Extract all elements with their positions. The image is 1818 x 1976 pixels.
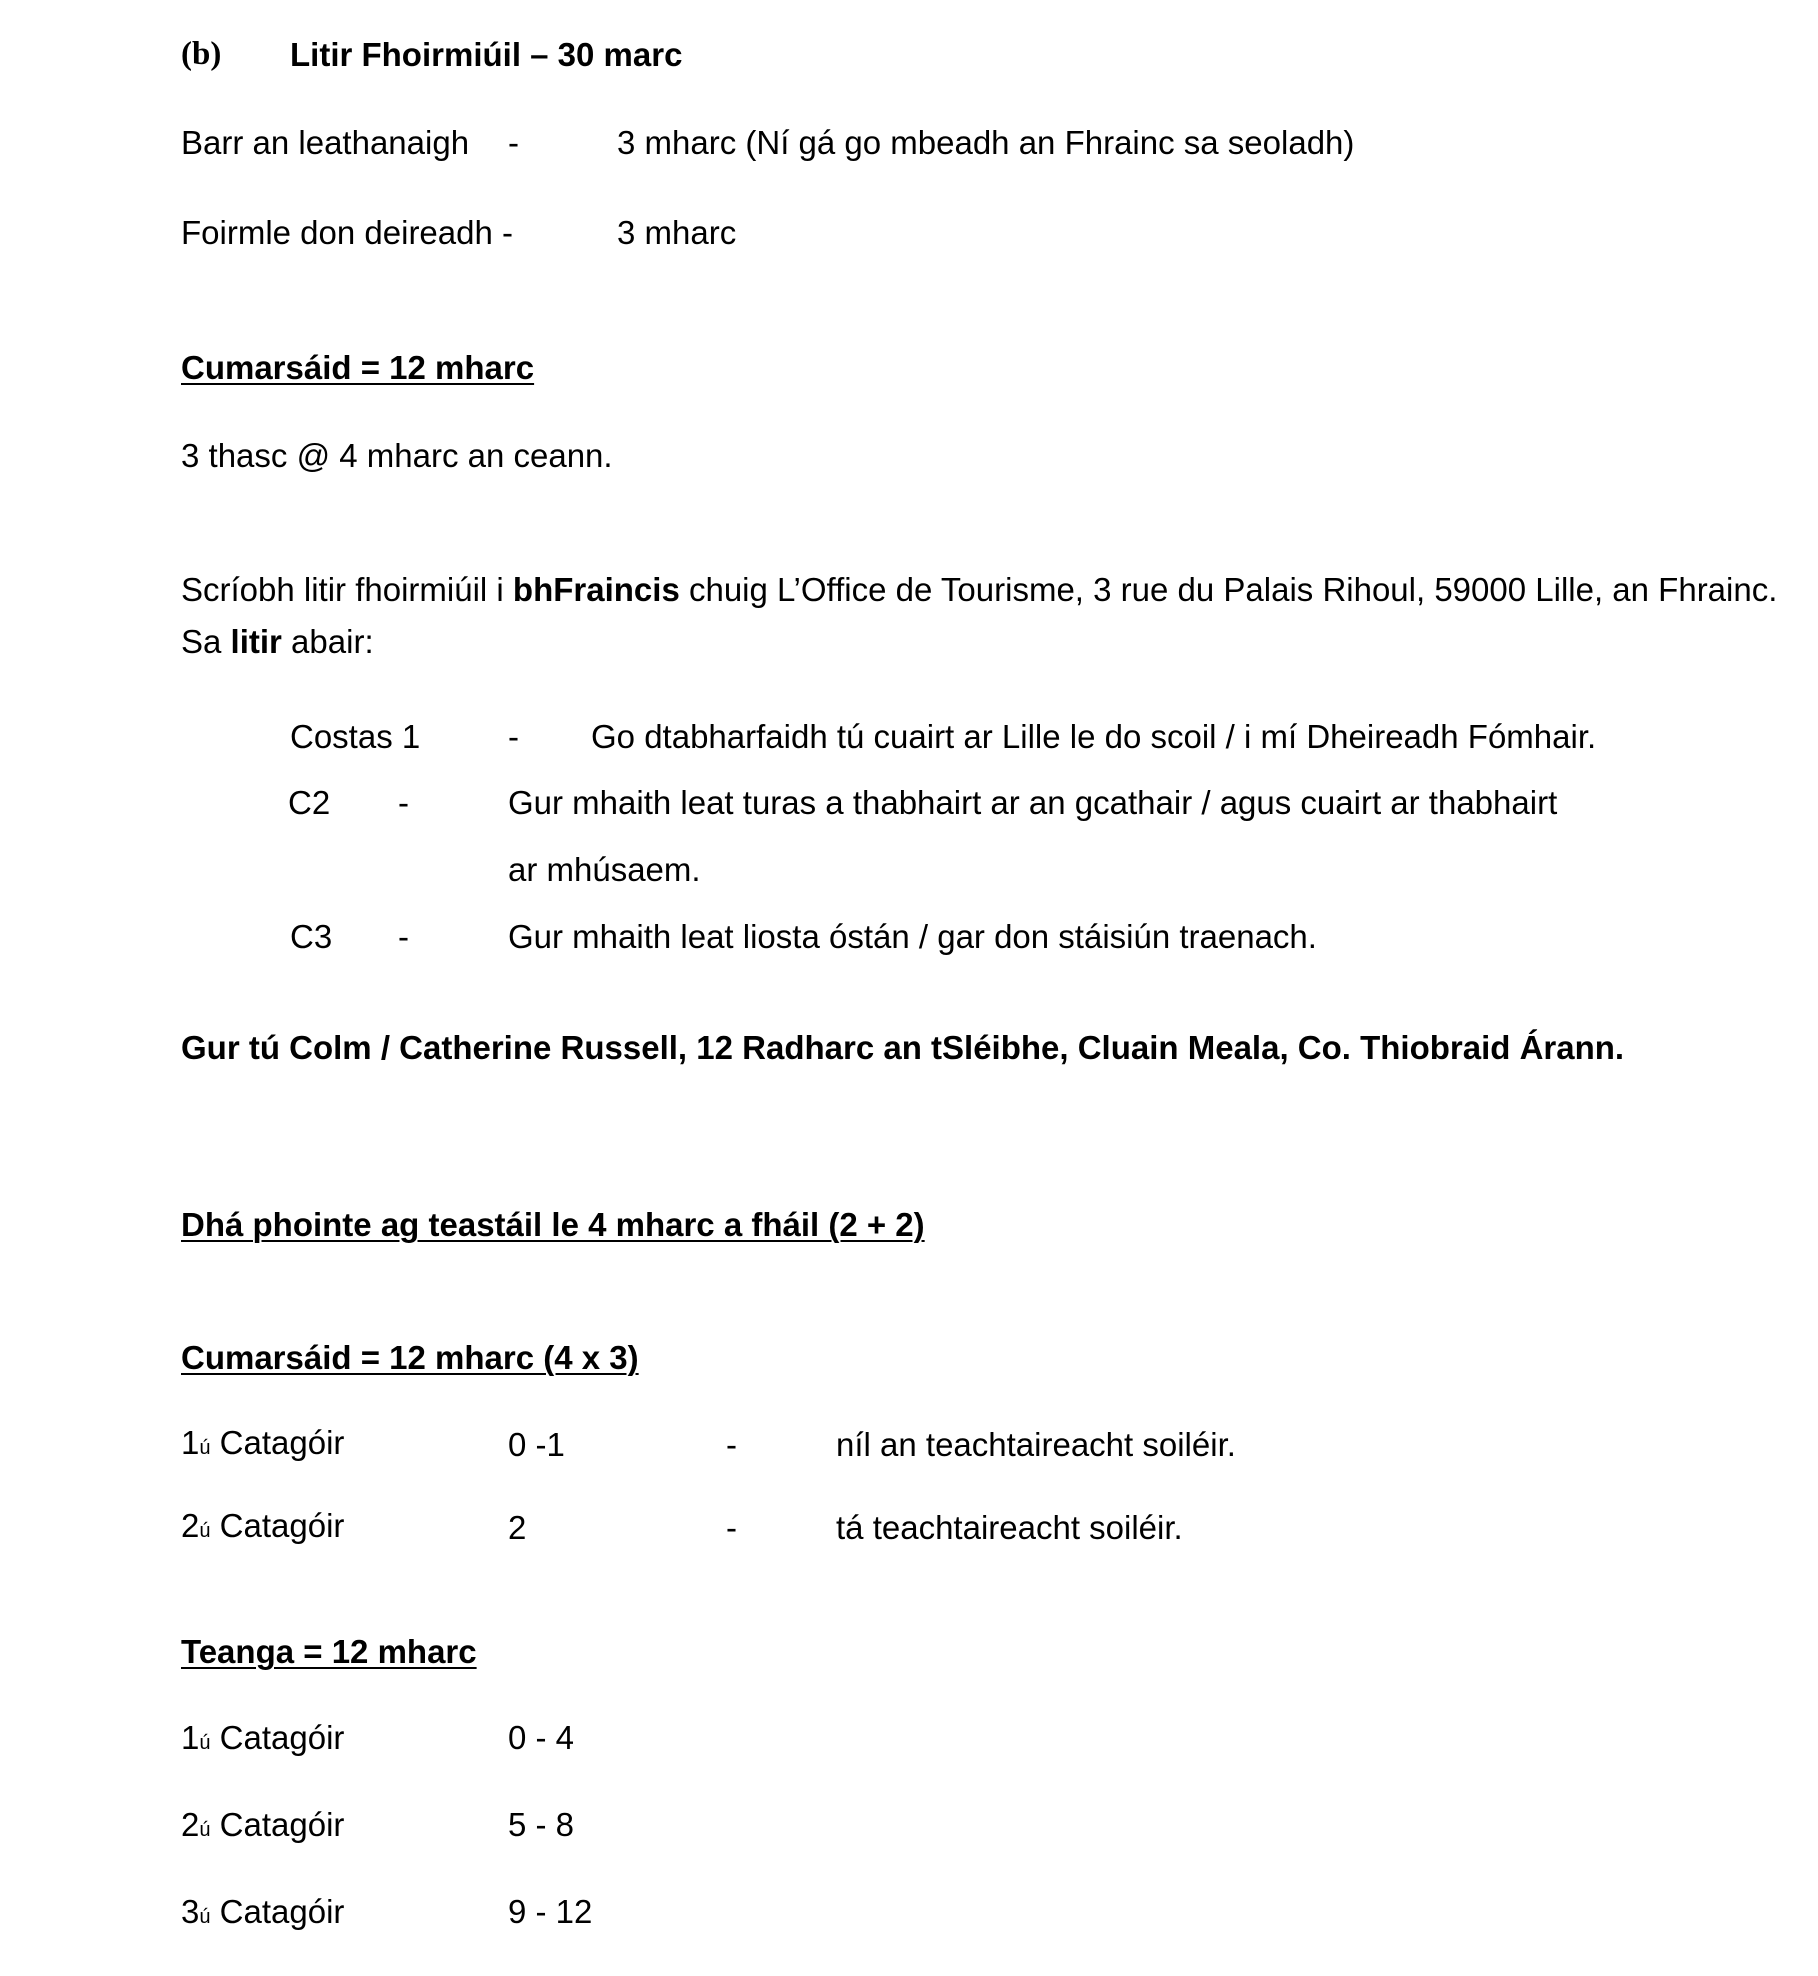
- row-sup: ú: [199, 1520, 211, 1542]
- cumarsaid-row-1-desc: níl an teachtaireacht soiléir.: [836, 1426, 1236, 1463]
- teanga-row-3-range: 9 - 12: [508, 1893, 593, 1930]
- row-sup: ú: [199, 1819, 211, 1841]
- teanga-row-1-label: [181, 1721, 344, 1754]
- row-sup: ú: [199, 1437, 211, 1459]
- barr-label: Barr an leathanaigh: [181, 124, 470, 161]
- task-line-2-a: Sa: [181, 623, 231, 660]
- cumarsaid-heading: Cumarsáid = 12 mharc: [181, 349, 535, 386]
- cumarsaid-row-1-label: [181, 1426, 344, 1459]
- costas-3-text: Gur mhaith leat liosta óstán / gar don stáisiún traenach.: [508, 918, 1317, 955]
- cumarsaid-2-heading: Cumarsáid = 12 mharc (4 x 3): [181, 1339, 639, 1376]
- costas-2-text: Gur mhaith leat turas a thabhairt ar an gcathair / agus cuairt ar thabhairt: [508, 784, 1558, 821]
- costas-1-dash: -: [508, 718, 519, 755]
- costas-2-label: C2: [288, 784, 331, 821]
- teanga-row-1-range: 0 - 4: [508, 1719, 575, 1756]
- teanga-heading: Teanga = 12 mharc: [181, 1633, 477, 1670]
- row-label: Catagóir: [210, 1424, 345, 1461]
- costas-2-dash: -: [398, 784, 409, 821]
- task-line-1-a: Scríobh litir fhoirmiúil i: [181, 571, 513, 608]
- row-num: 2: [181, 1507, 200, 1544]
- cumarsaid-row-2-label: [181, 1509, 344, 1542]
- costas-3-label: C3: [290, 918, 333, 955]
- task-line-2-bold: litir: [230, 623, 282, 660]
- costas-3-dash: -: [398, 918, 409, 955]
- identity-text: Gur tú Colm / Catherine Russell, 12 Radharc an tSléibhe, Cluain Meala, Co. Thiobraid Árann.: [181, 1029, 1625, 1066]
- row-sup: ú: [199, 1732, 211, 1754]
- task-line-2-b: abair:: [281, 623, 374, 660]
- barr-value: 3 mharc (Ní gá go mbeadh an Fhrainc sa seoladh): [617, 124, 1355, 161]
- row-num: 1: [181, 1424, 200, 1461]
- costas-1-text: Go dtabharfaidh tú cuairt ar Lille le do scoil / i mí Dheireadh Fómhair.: [591, 718, 1597, 755]
- task-line-1-bold: bhFraincis: [512, 571, 680, 608]
- teanga-row-3-label: [181, 1895, 344, 1928]
- cumarsaid-row-2-desc: tá teachtaireacht soiléir.: [836, 1509, 1183, 1546]
- foirmle-value: 3 mharc: [617, 214, 737, 251]
- costas-1-label: Costas 1: [290, 718, 421, 755]
- cumarsaid-row-2-range: 2: [508, 1509, 527, 1546]
- row-num: 3: [181, 1893, 200, 1930]
- cumarsaid-row-1-dash: -: [726, 1426, 737, 1463]
- cumarsaid-row-1-range: 0 -1: [508, 1426, 565, 1463]
- row-sup: ú: [199, 1906, 211, 1928]
- foirmle-label: Foirmle don deireadh -: [181, 214, 513, 251]
- teanga-row-2-label: [181, 1808, 344, 1841]
- task-line-2: [181, 625, 374, 658]
- row-label: Catagóir: [210, 1893, 345, 1930]
- row-num: 2: [181, 1806, 200, 1843]
- section-label: (b): [181, 36, 222, 72]
- task-line-1: [181, 573, 1777, 606]
- row-label: Catagóir: [210, 1806, 345, 1843]
- row-num: 1: [181, 1719, 200, 1756]
- teanga-row-2-range: 5 - 8: [508, 1806, 575, 1843]
- row-label: Catagóir: [210, 1719, 345, 1756]
- task-line-1-b: chuig L’Office de Tourisme, 3 rue du Palais Rihoul, 59000 Lille, an Fhrainc.: [679, 571, 1778, 608]
- section-title: Litir Fhoirmiúil – 30 marc: [290, 36, 683, 73]
- costas-2-text-cont: ar mhúsaem.: [508, 851, 701, 888]
- cumarsaid-row-2-dash: -: [726, 1509, 737, 1546]
- tasks-text: 3 thasc @ 4 mharc an ceann.: [181, 437, 613, 474]
- dha-phointe-heading: Dhá phointe ag teastáil le 4 mharc a fháil (2 + 2): [181, 1206, 925, 1243]
- barr-dash: -: [508, 124, 519, 161]
- row-label: Catagóir: [210, 1507, 345, 1544]
